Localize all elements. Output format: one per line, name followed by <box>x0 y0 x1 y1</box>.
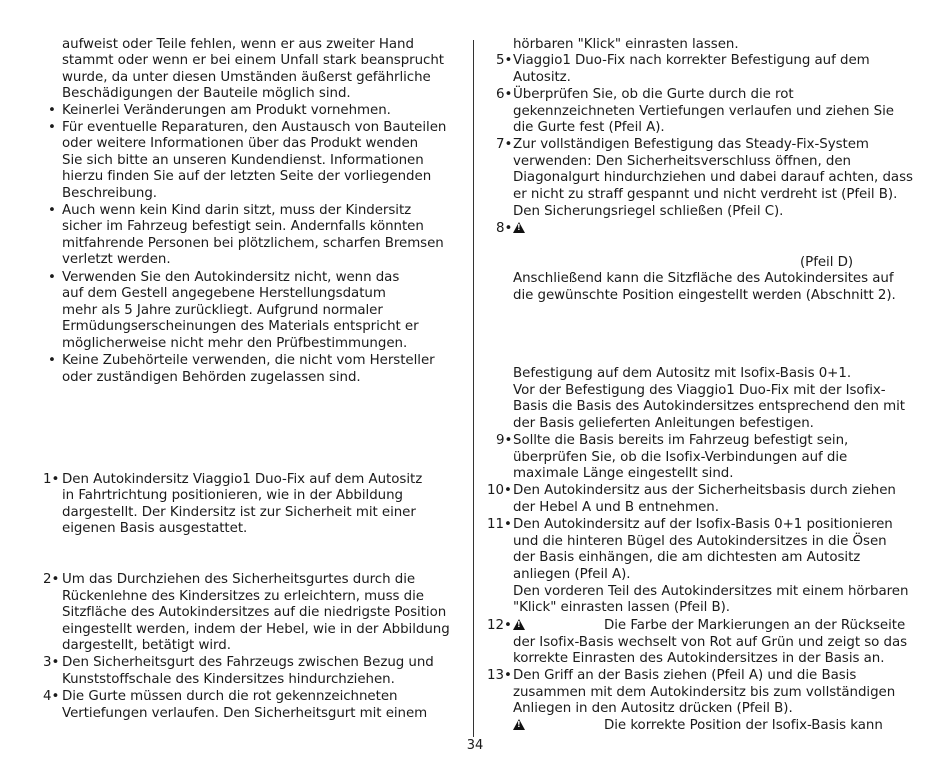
text-line: verwenden: Den Sicherheitsverschluss öffnen, den <box>513 154 851 169</box>
bullet-marker: • <box>48 203 56 218</box>
text-line: der Basis gelieferten Anleitungen befestigen. <box>513 416 814 431</box>
text-line: Sollte die Basis bereits im Fahrzeug befestigt sein, <box>513 433 849 448</box>
text-line: Die Gurte müssen durch die rot gekennzeichneten <box>62 689 398 704</box>
text-line: (Pfeil D) <box>800 255 854 270</box>
text-line: in Fahrtrichtung positionieren, wie in der Abbildung <box>62 488 403 503</box>
text-line: sicher im Fahrzeug befestigt sein. Andernfalls könnten <box>62 219 424 234</box>
text-line: mitfahrende Personen bei plötzlichem, scharfen Bremsen <box>62 236 444 251</box>
step-number: 1• <box>43 472 60 487</box>
text-line: verletzt werden. <box>62 252 171 267</box>
text-line: Den Griff an der Basis ziehen (Pfeil A) und die Basis <box>513 668 857 683</box>
text-line: oder weitere Informationen über das Produkt wenden <box>62 136 419 151</box>
text-line: "Klick" einrasten lassen (Pfeil B). <box>513 600 731 615</box>
text-line: mehr als 5 Jahre zurückliegt. Aufgrund normaler <box>62 303 383 318</box>
step-number: 11• <box>487 517 512 532</box>
text-line: Sitzfläche des Autokindersitzes auf die niedrigste Position <box>62 605 447 620</box>
bullet-marker: • <box>48 353 56 368</box>
text-line: und die hinteren Bügel des Autokindersitzes in die Ösen <box>513 534 887 549</box>
text-line: auf dem Gestell angegebene Herstellungsdatum <box>62 286 386 301</box>
text-line: eigenen Basis ausgestattet. <box>62 521 248 536</box>
text-line: Rückenlehne des Kindersitzes zu erleichtern, muss die <box>62 589 424 604</box>
bullet-marker: • <box>48 103 56 118</box>
step-number: 4• <box>43 689 60 704</box>
text-line: Vertiefungen verlaufen. Den Sicherheitsgurt mit einem <box>62 706 428 721</box>
text-line: Vor der Befestigung des Viaggio1 Duo-Fix mit der Isofix- <box>513 383 886 398</box>
text-line: Diagonalgurt hindurchziehen und dabei darauf achten, dass <box>513 170 913 185</box>
step-number: 10• <box>487 483 512 498</box>
text-line: Für eventuelle Reparaturen, den Austausch von Bauteilen <box>62 120 447 135</box>
text-line: Basis die Basis des Autokindersitzes entsprechend den mit <box>513 399 905 414</box>
step-number: 9• <box>496 433 513 448</box>
text-line: korrekte Einrasten des Autokindersitzes in der Basis an. <box>513 651 885 666</box>
column-divider <box>473 40 474 737</box>
text-line: der Hebel A und B entnehmen. <box>513 500 719 515</box>
text-line: zusammen mit dem Autokindersitz bis zum vollständigen <box>513 685 896 700</box>
step-number: 2• <box>43 572 60 587</box>
text-line: Sie sich bitte an unseren Kundendienst. Informationen <box>62 153 424 168</box>
warning-icon <box>513 618 527 634</box>
text-line: aufweist oder Teile fehlen, wenn er aus zweiter Hand <box>62 37 414 52</box>
text-line: anliegen (Pfeil A). <box>513 567 631 582</box>
text-line: Auch wenn kein Kind darin sitzt, muss der Kindersitz <box>62 203 412 218</box>
text-line: hörbaren "Klick" einrasten lassen. <box>513 37 739 52</box>
text-line: Überprüfen Sie, ob die Gurte durch die rot <box>513 87 794 102</box>
bullet-marker: • <box>48 270 56 285</box>
text-line: dargestellt, betätigt wird. <box>62 638 231 653</box>
text-line: hierzu finden Sie auf der letzten Seite der vorliegenden <box>62 169 432 184</box>
text-line: Kunststoffschale des Kindersitzes hindurchziehen. <box>62 672 395 687</box>
text-line: Anschließend kann die Sitzfläche des Autokindersites auf <box>513 271 894 286</box>
text-line: Den Sicherheitsgurt des Fahrzeugs zwischen Bezug und <box>62 655 434 670</box>
text-line: eingestellt werden, indem der Hebel, wie in der Abbildung <box>62 622 450 637</box>
text-line: maximale Länge eingestellt sind. <box>513 466 734 481</box>
text-line: Den Sicherungsriegel schließen (Pfeil C). <box>513 204 784 219</box>
text-line: Um das Durchziehen des Sicherheitsgurtes durch die <box>62 572 416 587</box>
text-line: die Gurte fest (Pfeil A). <box>513 120 665 135</box>
text-line: stammt oder wenn er bei einem Unfall stark beansprucht <box>62 53 444 68</box>
text-line: gekennzeichneten Vertiefungen verlaufen und ziehen Sie <box>513 104 894 119</box>
step-number: 5• <box>496 53 513 68</box>
text-line: Beschreibung. <box>62 186 158 201</box>
text-line: möglicherweise nicht mehr den Prüfbestimmungen. <box>62 336 408 351</box>
text-line: wurde, da unter diesen Umständen äußerst gefährliche <box>62 70 431 85</box>
page-number: 34 <box>466 738 484 753</box>
text-line: Den Autokindersitz aus der Sicherheitsbasis durch ziehen <box>513 483 896 498</box>
text-line: der Basis einhängen, die am dichtesten am Autositz <box>513 550 861 565</box>
text-line: Die korrekte Position der Isofix-Basis kann <box>604 718 883 733</box>
text-line: Anliegen in den Autositz drücken (Pfeil B). <box>513 701 793 716</box>
step-number: 13• <box>487 668 512 683</box>
text-line: Zur vollständigen Befestigung das Steady-Fix-System <box>513 137 869 152</box>
text-line: Ermüdungserscheinungen des Materials entspricht er <box>62 319 419 334</box>
text-line: überprüfen Sie, ob die Isofix-Verbindungen auf die <box>513 450 848 465</box>
text-line: die gewünschte Position eingestellt werden (Abschnitt 2). <box>513 288 896 303</box>
text-line: der Isofix-Basis wechselt von Rot auf Grün und zeigt so das <box>513 635 908 650</box>
step-number: 3• <box>43 655 60 670</box>
step-number: 6• <box>496 87 513 102</box>
text-line: Viaggio1 Duo-Fix nach korrekter Befestigung auf dem <box>513 53 870 68</box>
text-line: dargestellt. Der Kindersitz ist zur Sicherheit mit einer <box>62 505 416 520</box>
step-number: 12• <box>487 618 512 633</box>
text-line: Beschädigungen der Bauteile möglich sind. <box>62 86 351 101</box>
text-line: Den vorderen Teil des Autokindersitzes mit einem hörbaren <box>513 584 909 599</box>
text-line: Den Autokindersitz auf der Isofix-Basis 0+1 positionieren <box>513 517 893 532</box>
step-number: 7• <box>496 137 513 152</box>
warning-icon <box>513 718 527 734</box>
text-line: Den Autokindersitz Viaggio1 Duo-Fix auf dem Autositz <box>62 472 423 487</box>
text-line: Verwenden Sie den Autokindersitz nicht, wenn das <box>62 270 400 285</box>
step-number: 8• <box>496 221 513 236</box>
text-line: Die Farbe der Markierungen an der Rückseite <box>604 618 906 633</box>
text-line: Autositz. <box>513 70 571 85</box>
warning-icon <box>513 221 527 237</box>
text-line: Befestigung auf dem Autositz mit Isofix-Basis 0+1. <box>513 366 852 381</box>
text-line: Keinerlei Veränderungen am Produkt vornehmen. <box>62 103 391 118</box>
text-line: oder zuständigen Behörden zugelassen sind. <box>62 370 361 385</box>
text-line: er nicht zu straff gespannt und nicht verdreht ist (Pfeil B). <box>513 187 898 202</box>
text-line: Keine Zubehörteile verwenden, die nicht vom Hersteller <box>62 353 435 368</box>
bullet-marker: • <box>48 120 56 135</box>
